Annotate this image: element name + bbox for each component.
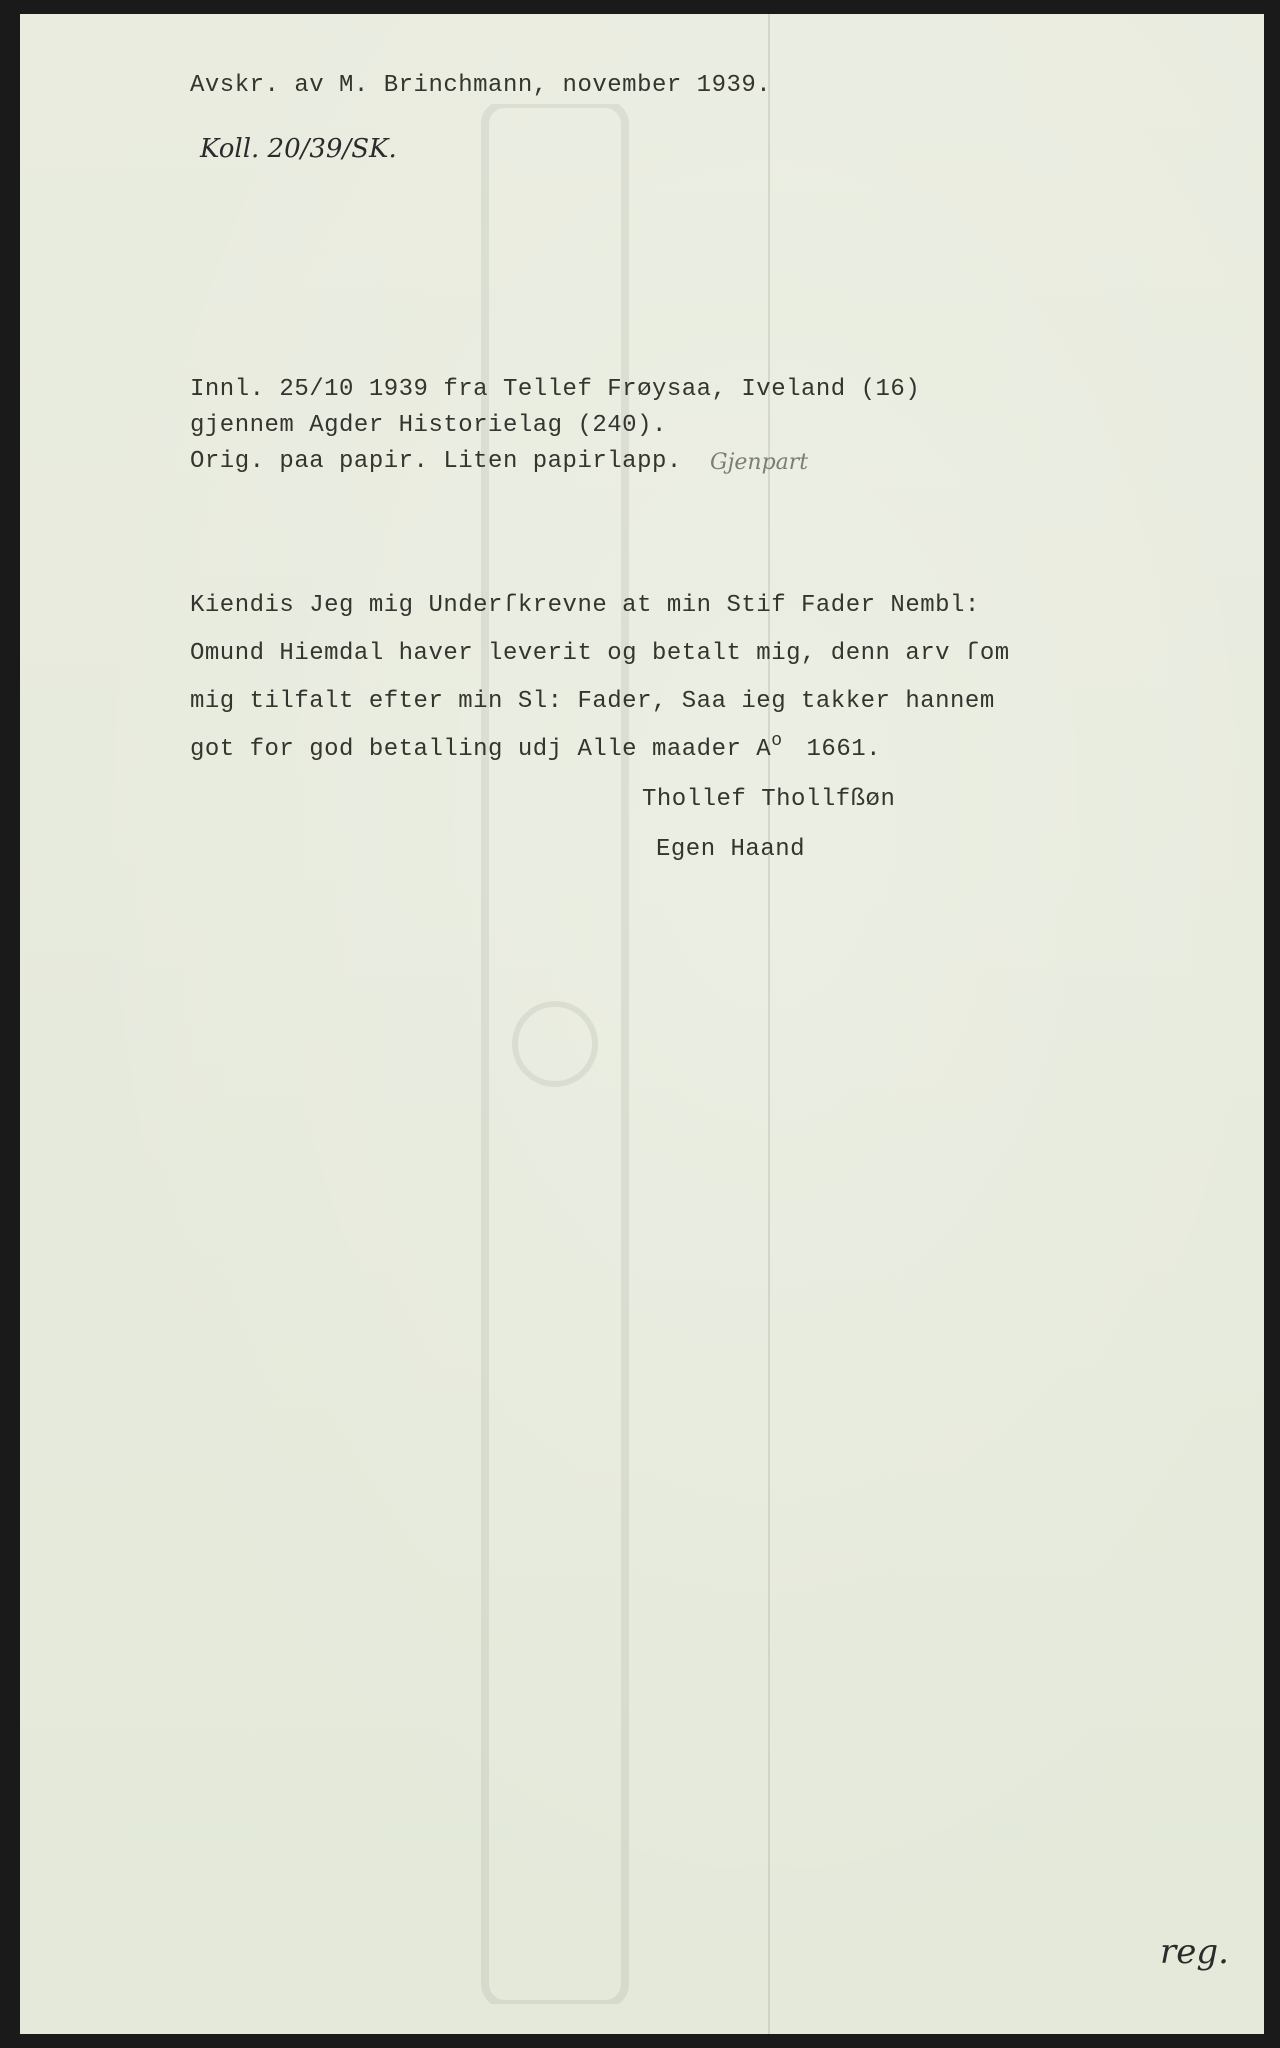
body-line-3: mig tilfalt efter min Sl: Fader, Saa ieg takker hannem [190,688,995,715]
provenance-line-1: Innl. 25/10 1939 fra Tellef Frøysaa, Iveland (16) [190,376,921,403]
handwritten-note: Gjenpart [710,450,809,475]
body-line-4-text: got for god betalling udj Alle maader A [190,736,772,763]
body-line-4 [190,731,882,763]
provenance-line-2: gjennem Agder Historielag (240). [190,412,667,439]
body-line-1: Kiendis Jeg mig Underſkrevne at min Stif Fader Nembl: [190,592,980,619]
signature-name: Thollef Thollfßøn [642,786,896,813]
body-line-4-year: 1661. [806,736,882,763]
collection-reference: Koll. 20/39/SK. [200,134,397,164]
corner-register-mark: reg. [1160,1932,1229,1972]
signature-note: Egen Haand [656,836,806,863]
transcriber-line: Avskr. av M. Brinchmann, november 1939. [190,72,772,99]
document-sheet [20,14,1264,2034]
provenance-line-3: Orig. paa papir. Liten papirlapp. [190,448,682,475]
body-line-4-superscript: o [771,731,783,751]
body-line-2: Omund Hiemdal haver leverit og betalt mig, denn arv ſom [190,640,1010,667]
page-fold-line [768,14,770,2034]
